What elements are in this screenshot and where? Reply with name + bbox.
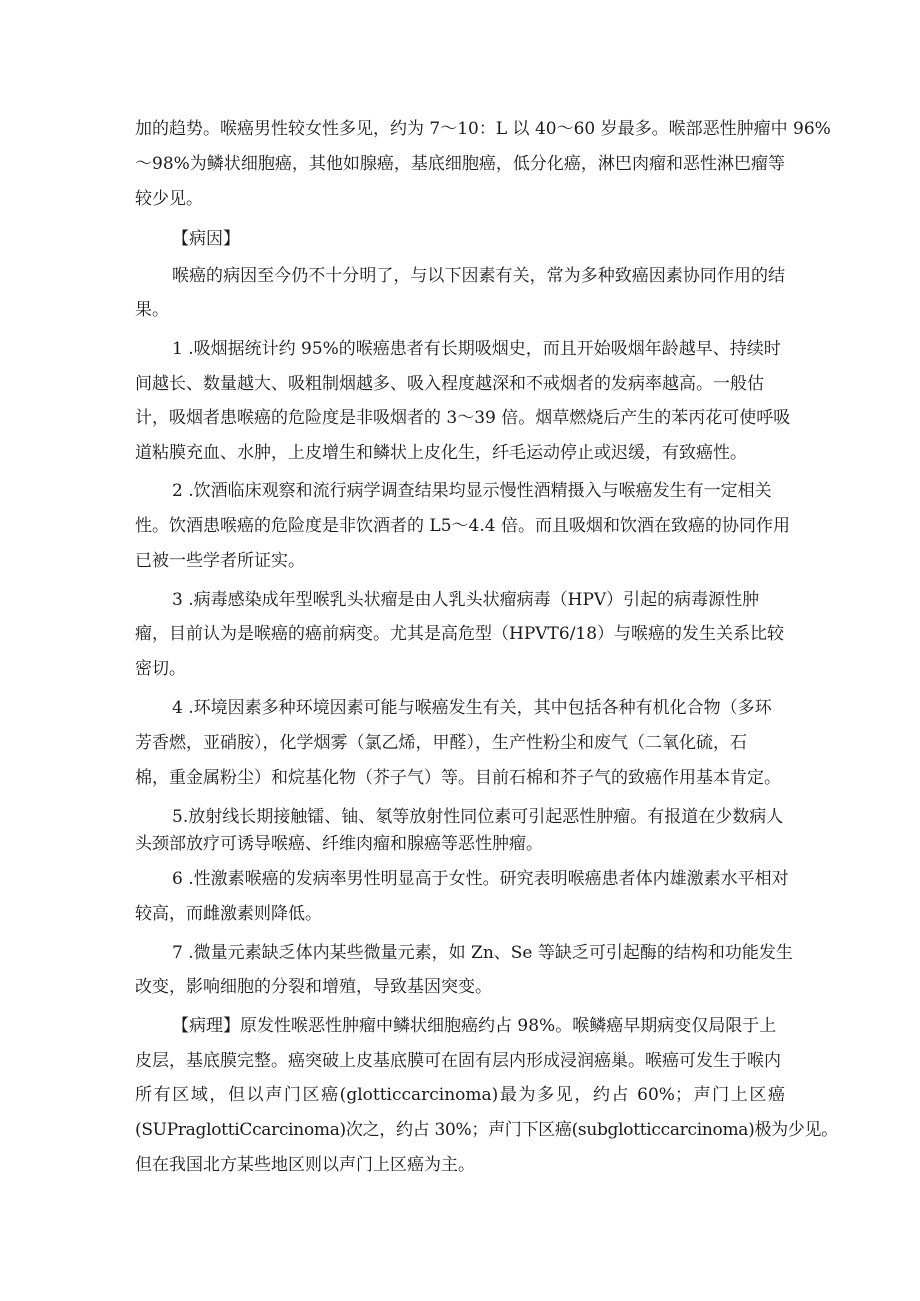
text-line: 3 .病毒感染成年型喉乳头状瘤是由人乳头状瘤病毒（HPV）引起的病毒源性肿 xyxy=(172,590,760,610)
text-line: 较高，而雌激素则降低。 xyxy=(135,904,322,924)
text-line: 1 .吸烟据统计约 95%的喉癌患者有长期吸烟史，而且开始吸烟年龄越早、持续时 xyxy=(172,339,781,359)
text-line: 果。 xyxy=(135,300,169,320)
text-line: 喉癌的病因至今仍不十分明了，与以下因素有关，常为多种致癌因素协同作用的结 xyxy=(172,266,785,286)
text-line: 4 .环境因素多种环境因素可能与喉癌发生有关，其中包括各种有机化合物（多环 xyxy=(172,698,772,718)
text-line: 【病理】原发性喉恶性肿瘤中鳞状细胞癌约占 98%。喉鳞癌早期病变仅局限于上 xyxy=(172,1016,777,1036)
text-line: 性。饮酒患喉癌的危险度是非饮酒者的 L5～4.4 倍。而且吸烟和饮酒在致癌的协同作用 xyxy=(135,516,790,536)
text-line: 密切。 xyxy=(135,659,186,679)
text-line: 皮层，基底膜完整。癌突破上皮基底膜可在固有层内形成浸润癌巢。喉癌可发生于喉内 xyxy=(135,1051,781,1071)
text-line: ～98%为鳞状细胞癌，其他如腺癌，基底细胞癌，低分化癌，淋巴肉瘤和恶性淋巴瘤等 xyxy=(135,154,785,174)
text-line: 但在我国北方某些地区则以声门上区癌为主。 xyxy=(135,1155,475,1175)
text-line: (SUPraglottiCcarcinoma)次之，约占 30%；声门下区癌(subglotticcarcinoma)极为少见。 xyxy=(135,1120,838,1140)
text-line: 较少见。 xyxy=(135,189,203,209)
text-line: 5.放射线长期接触镭、铀、氡等放射性同位素可引起恶性肿瘤。有报道在少数病人 xyxy=(172,807,784,827)
text-line: 加的趋势。喉癌男性较女性多见，约为 7～10：L 以 40～60 岁最多。喉部恶性肿瘤中 96% xyxy=(135,119,831,139)
text-line: 7 .微量元素缺乏体内某些微量元素，如 Zn、Se 等缺乏可引起酶的结构和功能发生 xyxy=(172,943,793,963)
etiology-heading: 【病因】 xyxy=(172,229,240,249)
text-line: 芳香燃，亚硝胺），化学烟雾（氯乙烯，甲醛），生产性粉尘和废气（二氧化硫，石 xyxy=(135,733,747,753)
text-line: 改变，影响细胞的分裂和增殖，导致基因突变。 xyxy=(135,977,492,997)
text-line: 间越长、数量越大、吸粗制烟越多、吸入程度越深和不戒烟者的发病率越高。一般估 xyxy=(135,374,764,394)
text-line: 瘤，目前认为是喉癌的癌前病变。尤其是高危型（HPVT6/18）与喉癌的发生关系比较 xyxy=(135,624,785,644)
text-line: 2 .饮酒临床观察和流行病学调查结果均显示慢性酒精摄入与喉癌发生有一定相关 xyxy=(172,481,772,501)
text-line: 计，吸烟者患喉癌的危险度是非吸烟者的 3～39 倍。烟草燃烧后产生的苯丙花可使呼吸 xyxy=(135,408,791,428)
text-line: 棉，重金属粉尘）和烷基化物（芥子气）等。目前石棉和芥子气的致癌作用基本肯定。 xyxy=(135,768,781,788)
text-line: 已被一些学者所证实。 xyxy=(135,551,305,571)
text-line: 头颈部放疗可诱导喉癌、纤维肉瘤和腺癌等恶性肿瘤。 xyxy=(135,834,543,854)
text-line: 道粘膜充血、水肿，上皮增生和鳞状上皮化生，纤毛运动停止或迟缓，有致癌性。 xyxy=(135,443,747,463)
text-line: 所有区域，但以声门区癌(glotticcarcinoma)最为多见，约占 60%；声门上区癌 xyxy=(135,1085,785,1105)
text-line: 6 .性激素喉癌的发病率男性明显高于女性。研究表明喉癌患者体内雄激素水平相对 xyxy=(172,869,789,889)
